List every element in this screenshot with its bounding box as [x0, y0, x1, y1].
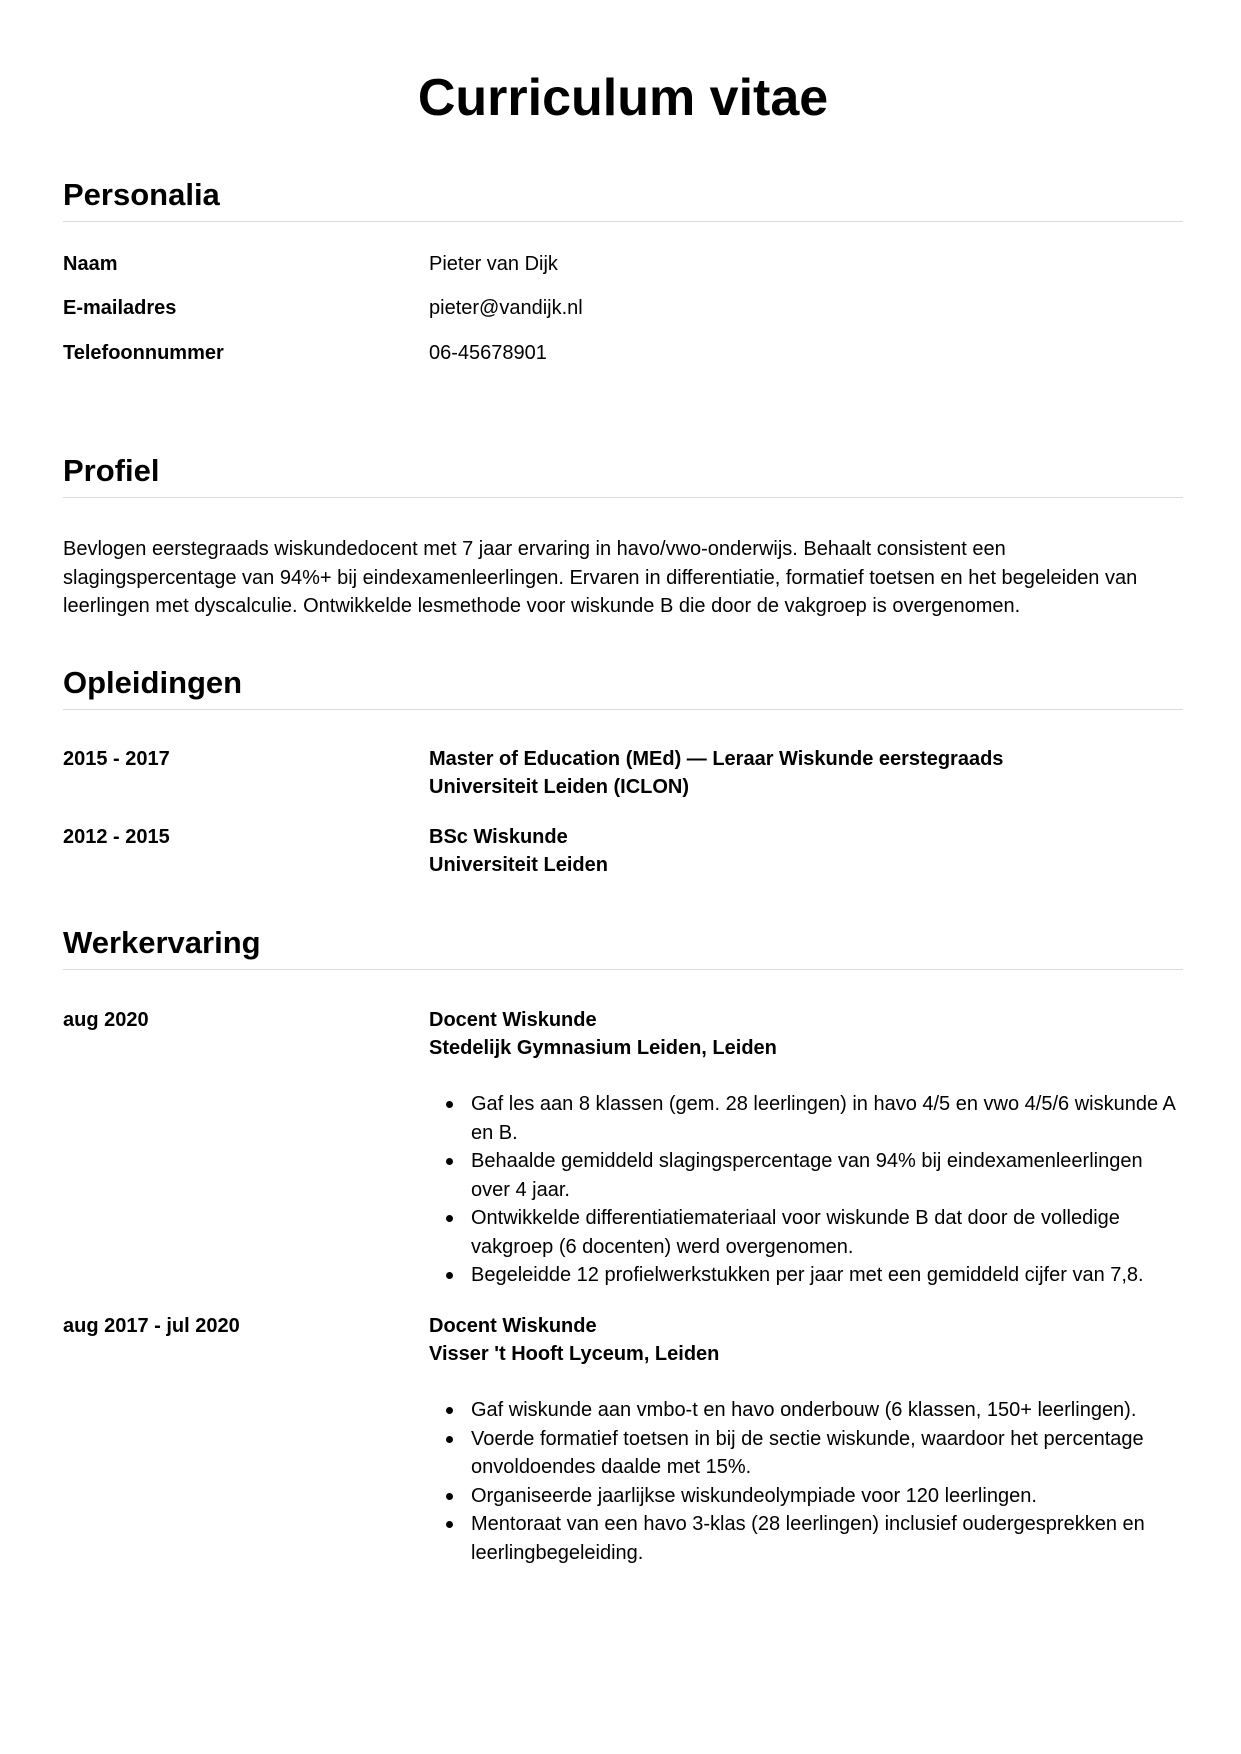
profile-text: Bevlogen eerstegraads wiskundedocent met 7 jaar ervaring in havo/vwo-onderwijs. Behaalt consistent een slagingspercentage van 94%+ bij eindexamenleerlingen. Ervaren in differentiatie, formatief toetsen en het begeleiden van leerlingen met dyscalculie. Ontwikkelde lesmethode voor wiskunde B die door de vakgroep is overgenomen. — [63, 538, 1138, 617]
education-degree: Master of Education (MEd) — Leraar Wiskunde eerstegraads — [429, 748, 1004, 770]
job-employer: Stedelijk Gymnasium Leiden, Leiden — [429, 1037, 777, 1059]
education-school: Universiteit Leiden (ICLON) — [429, 776, 690, 798]
bullet-icon — [446, 1407, 453, 1414]
section-heading-personalia: Personalia — [63, 177, 220, 212]
field-value: pieter@vandijk.nl — [429, 297, 583, 319]
field-value: Pieter van Dijk — [429, 253, 558, 275]
list-item: Organiseerde jaarlijkse wiskundeolympiade voor 120 leerlingen. — [429, 1482, 1183, 1511]
job-role: Docent Wiskunde — [429, 1009, 597, 1031]
bullet-icon — [446, 1521, 453, 1528]
education-school: Universiteit Leiden — [429, 854, 608, 876]
list-item: Behaalde gemiddeld slagingspercentage van 94% bij eindexamenleerlingen over 4 jaar. — [429, 1147, 1183, 1204]
bullet-icon — [446, 1101, 453, 1108]
job-bullets — [429, 1396, 1183, 1567]
field-label: Telefoonnummer — [63, 342, 224, 364]
section-werkervaring — [63, 924, 1183, 970]
job-bullets — [429, 1090, 1183, 1290]
job-role: Docent Wiskunde — [429, 1315, 597, 1337]
job-period: aug 2020 — [63, 1009, 149, 1031]
bullet-icon — [446, 1215, 453, 1222]
bullet-icon — [446, 1272, 453, 1279]
education-period: 2012 - 2015 — [63, 826, 170, 848]
section-heading-profiel: Profiel — [63, 453, 160, 488]
list-item: Mentoraat van een havo 3-klas (28 leerlingen) inclusief oudergesprekken en leerlingbegeleiding. — [429, 1510, 1183, 1567]
field-label: E-mailadres — [63, 297, 177, 319]
section-personalia — [63, 176, 1183, 222]
section-heading-opleidingen: Opleidingen — [63, 665, 243, 700]
job-employer: Visser 't Hooft Lyceum, Leiden — [429, 1343, 720, 1365]
list-item: Voerde formatief toetsen in bij de sectie wiskunde, waardoor het percentage onvoldoendes daalde met 15%. — [429, 1425, 1183, 1482]
education-degree: BSc Wiskunde — [429, 826, 568, 848]
cv-page — [63, 0, 1183, 1564]
section-profiel — [63, 452, 1183, 498]
list-item: Begeleidde 12 profielwerkstukken per jaar met een gemiddeld cijfer van 7,8. — [429, 1261, 1183, 1290]
section-opleidingen — [63, 664, 1183, 710]
education-period: 2015 - 2017 — [63, 748, 170, 770]
field-value: 06-45678901 — [429, 342, 547, 364]
list-item: Gaf wiskunde aan vmbo-t en havo onderbouw (6 klassen, 150+ leerlingen). — [429, 1396, 1183, 1425]
bullet-icon — [446, 1493, 453, 1500]
field-label: Naam — [63, 253, 118, 275]
bullet-icon — [446, 1436, 453, 1443]
section-heading-werkervaring: Werkervaring — [63, 925, 261, 960]
list-item: Ontwikkelde differentiatiemateriaal voor wiskunde B dat door de volledige vakgroep (6 docenten) werd overgenomen. — [429, 1204, 1183, 1261]
bullet-icon — [446, 1158, 453, 1165]
job-period: aug 2017 - jul 2020 — [63, 1315, 240, 1337]
list-item: Gaf les aan 8 klassen (gem. 28 leerlingen) in havo 4/5 en vwo 4/5/6 wiskunde A en B. — [429, 1090, 1183, 1147]
document-title: Curriculum vitae — [417, 69, 829, 127]
